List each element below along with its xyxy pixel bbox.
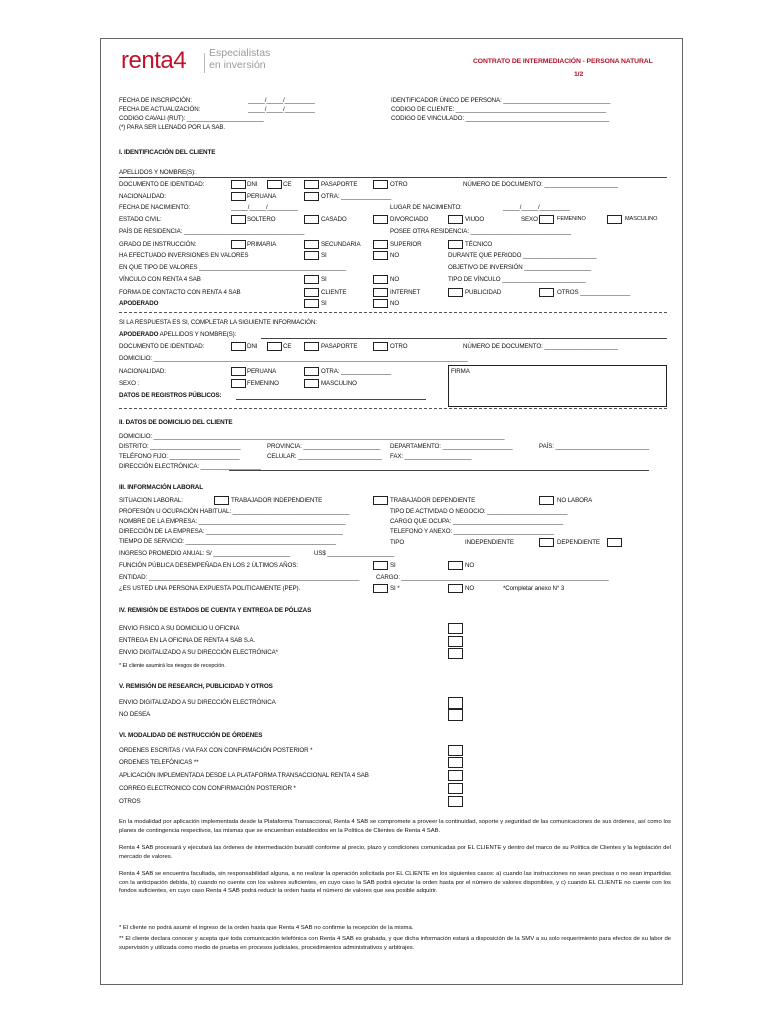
estado-civil-label: ESTADO CIVIL: xyxy=(119,216,162,223)
primaria-checkbox[interactable] xyxy=(231,240,246,249)
pep-no-label: NO xyxy=(465,585,475,592)
contacto-otros-checkbox[interactable] xyxy=(539,288,554,297)
departamento-field[interactable]: DEPARTAMENTO: _____________________ xyxy=(390,443,513,450)
secundaria-label: SECUNDARIA xyxy=(321,241,361,248)
apoderado-otro-checkbox[interactable] xyxy=(373,342,388,351)
identificador-field[interactable]: IDENTIFICADOR ÚNICO DE PERSONA: ________________________________ xyxy=(391,97,611,104)
riesgos-note: * El cliente asumirá los riesgos de recepción. xyxy=(119,663,226,669)
apoderado-apellidos-line[interactable] xyxy=(261,338,667,339)
ingreso-usd-field[interactable]: US$ ____________________ xyxy=(314,550,395,557)
soltero-checkbox[interactable] xyxy=(231,215,246,224)
correo-label: CORREO ELECTRONICO CON CONFIRMACIÓN POSTERIOR * xyxy=(119,785,296,792)
firma-box[interactable] xyxy=(448,365,667,407)
email-line-ext[interactable] xyxy=(229,470,649,471)
casado-checkbox[interactable] xyxy=(304,215,319,224)
fecha-actualizacion-field[interactable]: _____/_____/_________ xyxy=(248,106,315,113)
pep-no-checkbox[interactable] xyxy=(448,584,463,593)
tecnico-label: TÉCNICO xyxy=(465,241,493,248)
viudo-label: VIUDO xyxy=(465,216,485,223)
casado-label: CASADO xyxy=(321,216,347,223)
documento-label: DOCUMENTO DE IDENTIDAD: xyxy=(119,181,205,188)
apoderado-label: APODERADO xyxy=(119,300,159,307)
otros-ordenes-checkbox[interactable] xyxy=(448,796,463,807)
paragraph-procesara: Renta 4 SAB procesará y ejecutará las órdenes de intermediación bursátil conforme al precio, plazo y condiciones comunicadas por EL CLIENTE y dentro del marco de su Política de Clientes y la legislación del mercado de valores. xyxy=(119,845,671,860)
masculino-label: MASCULINO xyxy=(625,216,658,222)
logo-tagline-2: en inversión xyxy=(209,59,266,71)
section-3-title: III. INFORMACIÓN LABORAL xyxy=(119,484,204,491)
ce-label: CE xyxy=(283,181,292,188)
cargo-publico-field[interactable]: CARGO: ______________________________________________________________ xyxy=(376,574,609,581)
fax-field[interactable]: FAX: ____________________ xyxy=(390,453,472,460)
logo-divider xyxy=(204,53,205,73)
codigo-vinculado-field[interactable]: CODIGO DE VINCULADO: ___________________________________________ xyxy=(391,115,610,122)
research-digital-label: ENVIO DIGITALIZADO A SU DIRECCIÓN ELECTRÓNICA xyxy=(119,699,276,706)
apoderado-ce-label: CE xyxy=(283,343,292,350)
tipo-dependiente-checkbox[interactable] xyxy=(607,538,622,547)
dni-label: DNI xyxy=(247,181,258,188)
otro-doc-checkbox[interactable] xyxy=(373,180,388,189)
posee-otra-residencia-field[interactable]: POSEE OTRA RESIDENCIA: ______________________________ xyxy=(390,228,571,235)
section-6-title: VI. MODALIDAD DE INSTRUCCIÓN DE ÓRDENES xyxy=(119,732,263,739)
aplicacion-label: APLICACIÓN IMPLEMENTADA DESDE LA PLATAFORMA TRANSACCIONAL RENTA 4 SAB xyxy=(119,772,369,779)
apoderado-otro-label: OTRO xyxy=(390,343,408,350)
paragraph-facultada: Renta 4 SAB se encuentra facultada, sin responsabilidad alguna, a no realizar la operación solicitada por EL CLIENTE en los siguientes casos: a) cuando las instrucciones no sean precisas o no sean impartidas con la anticipación debida, b) cuando no cuente con los valores suficientes, en cuyo caso la SAB podrá ejecutar la orden hasta por el número de valores disponibles, y c) cuando EL CLIENTE no cuente con los fondos suficientes, en cuyo caso Renta 4 SAB podrá reducir la orden hasta el número de valores que sea posible adquirir. xyxy=(119,871,671,895)
datos-registros-line[interactable] xyxy=(236,399,426,400)
logo-tagline-1: Especialistas xyxy=(209,47,271,59)
apoderado-otra-checkbox[interactable] xyxy=(304,367,319,376)
independiente-checkbox[interactable] xyxy=(214,496,229,505)
direccion-electronica-field[interactable]: DIRECCIÓN ELECTRÓNICA: __________________ xyxy=(119,463,261,470)
apellidos-label: APELLIDOS Y NOMBRE(S): xyxy=(119,169,196,176)
divorciado-label: DIVORCIADO xyxy=(390,216,429,223)
ordenes-telefonicas-checkbox[interactable] xyxy=(448,757,463,768)
apoderado-nacionalidad-label: NACIONALIDAD: xyxy=(119,368,166,375)
tecnico-checkbox[interactable] xyxy=(448,240,463,249)
correo-checkbox[interactable] xyxy=(448,783,463,794)
funcion-publica-no-label: NO xyxy=(465,562,475,569)
funcion-publica-si-label: SI xyxy=(390,562,396,569)
durante-periodo-field[interactable]: DURANTE QUE PERIODO ______________________ xyxy=(448,252,597,259)
tipo-label: TIPO xyxy=(390,539,405,546)
vinculo-si-label: SI xyxy=(321,276,327,283)
apellidos-line[interactable] xyxy=(119,177,667,178)
ha-efectuado-label: HA EFECTUADO INVERSIONES EN VALORES xyxy=(119,252,249,259)
section-1-title: I. IDENTIFICACIÓN DEL CLIENTE xyxy=(119,149,216,156)
tipo-independiente-checkbox[interactable] xyxy=(539,538,554,547)
aplicacion-checkbox[interactable] xyxy=(448,770,463,781)
contacto-cliente-label: CLIENTE xyxy=(321,289,347,296)
inversiones-si-label: SI xyxy=(321,252,327,259)
paragraph-plataforma: En la modalidad por aplicación implementada desde la Plataforma Transaccional, Renta 4 SAB se compromete a proveer la continuidad, soporte y seguridad de las comunicaciones de sus órdenes, así como los planes de contingencia respectivos, las mismas que se encuentran establecidos en la Política de Clientes de Renta 4 SAB. xyxy=(119,819,671,834)
pep-si-checkbox[interactable] xyxy=(373,584,388,593)
page-number: 1/2 xyxy=(574,71,584,78)
tipo-actividad-field[interactable]: TIPO DE ACTIVIDAD O NEGOCIO: ________________________ xyxy=(390,508,568,515)
apoderado-pasaporte-label: PASAPORTE xyxy=(321,343,358,350)
pais-field[interactable]: PAÍS: ____________________________ xyxy=(539,443,650,450)
codigo-cliente-field[interactable]: CODIGO DE CLIENTE: _____________________________________________ xyxy=(391,106,607,113)
apoderado-sexo-label: SEXO : xyxy=(119,380,140,387)
forma-contacto-label: FORMA DE CONTACTO CON RENTA 4 SAB xyxy=(119,289,241,296)
apoderado-otra-field[interactable]: OTRA: _______________ xyxy=(321,368,392,375)
telefono-anexo-field[interactable]: TELEFONO Y ANEXO: ______________________________ xyxy=(390,528,554,535)
vinculo-label: VÍNCULO CON RENTA 4 SAB xyxy=(119,276,201,283)
nacionalidad-label: NACIONALIDAD: xyxy=(119,193,166,200)
inversiones-no-checkbox[interactable] xyxy=(373,251,388,260)
apoderado-no-label: NO xyxy=(390,300,400,307)
profesion-field[interactable]: PROFESIÓN U OCUPACIÓN HABITUAL: ___________________________________ xyxy=(119,508,350,515)
ordenes-telefonicas-label: ORDENES TELEFÓNICAS ** xyxy=(119,759,199,766)
no-desea-checkbox[interactable] xyxy=(448,709,463,721)
vinculo-no-label: NO xyxy=(390,276,400,283)
apoderado-numero-field[interactable]: NÚMERO DE DOCUMENTO: ______________________ xyxy=(463,343,618,350)
envio-fisico-checkbox[interactable] xyxy=(448,623,463,634)
completar-anexo-note: *Completar anexo N° 3 xyxy=(503,585,565,592)
contacto-cliente-checkbox[interactable] xyxy=(304,288,319,297)
apoderado-peruana-label: PERUANA xyxy=(247,368,277,375)
masculino-checkbox[interactable] xyxy=(607,215,622,224)
apoderado-ce-checkbox[interactable] xyxy=(267,342,282,351)
renta4-logo: renta4 xyxy=(121,47,187,74)
sexo-label: SEXO xyxy=(521,216,538,223)
apoderado-bold: APODERADO xyxy=(119,331,159,338)
funcion-publica-no-checkbox[interactable] xyxy=(448,561,463,570)
tipo-dependiente-label: DEPENDIENTE xyxy=(557,539,600,546)
soltero-label: SOLTERO xyxy=(247,216,276,223)
apoderado-peruana-checkbox[interactable] xyxy=(231,367,246,376)
lugar-nacimiento-field[interactable]: _____/_____/_________ xyxy=(503,204,570,211)
apoderado-domicilio-field[interactable]: DOMICILIO: ______________________________________________________________________________________________ xyxy=(119,355,468,362)
apoderado-no-checkbox[interactable] xyxy=(373,299,388,308)
secundaria-checkbox[interactable] xyxy=(304,240,319,249)
vinculo-no-checkbox[interactable] xyxy=(373,275,388,284)
fecha-nacimiento-label: FECHA DE NACIMIENTO: xyxy=(119,204,191,211)
research-digital-checkbox[interactable] xyxy=(448,697,463,709)
codigo-cavali-field[interactable]: CODIGO CAVALI (RUT): _______________________ xyxy=(119,115,264,122)
apoderado-dni-label: DNI xyxy=(247,343,258,350)
contacto-otros-field[interactable]: OTROS _______________ xyxy=(557,289,631,296)
dni-checkbox[interactable] xyxy=(231,180,246,189)
otra-nac-field[interactable]: OTRA: _______________ xyxy=(321,193,392,200)
contract-page xyxy=(100,38,683,985)
fecha-inscripcion-field[interactable]: _____/_____/_________ xyxy=(248,97,315,104)
distrito-field[interactable]: DISTRITO: ___________________________ xyxy=(119,443,241,450)
apoderado-si-label: SI xyxy=(321,300,327,307)
pep-si-label: SI * xyxy=(390,585,400,592)
apoderado-masculino-checkbox[interactable] xyxy=(304,379,319,388)
contacto-publicidad-label: PUBLICIDAD xyxy=(465,289,502,296)
independiente-label: TRABAJADOR INDEPENDIENTE xyxy=(231,497,323,504)
otros-ordenes-label: OTROS xyxy=(119,798,141,805)
peruana-label: PERUANA xyxy=(247,193,277,200)
otra-nac-checkbox[interactable] xyxy=(304,192,319,201)
cargo-ocupa-field[interactable]: CARGO QUE OCUPA: _________________________________ xyxy=(390,518,564,525)
no-labora-checkbox[interactable] xyxy=(539,496,554,505)
funcion-publica-si-checkbox[interactable] xyxy=(373,561,388,570)
no-labora-label: NO LABORA xyxy=(557,497,593,504)
section-5-title: V. REMISIÓN DE RESEARCH, PUBLICIDAD Y OTROS xyxy=(119,683,273,690)
apoderado-documento-label: DOCUMENTO DE IDENTIDAD: xyxy=(119,343,205,350)
ingreso-promedio-field[interactable]: INGRESO PROMEDIO ANUAL: S/ _______________________ xyxy=(119,550,291,557)
apoderado-apellidos-label xyxy=(119,331,236,338)
ce-checkbox[interactable] xyxy=(267,180,282,189)
nota-sab: (*) PARA SER LLENADO POR LA SAB. xyxy=(119,124,226,131)
tipo-vinculo-field[interactable]: TIPO DE VÍNCULO _________________________ xyxy=(448,276,586,283)
numero-documento-field[interactable]: NÚMERO DE DOCUMENTO: ______________________ xyxy=(463,181,618,188)
superior-checkbox[interactable] xyxy=(373,240,388,249)
apoderado-femenino-label: FEMENINO xyxy=(247,380,279,387)
vinculo-si-checkbox[interactable] xyxy=(304,275,319,284)
primaria-label: PRIMARIA xyxy=(247,241,277,248)
apoderado-dni-checkbox[interactable] xyxy=(231,342,246,351)
contacto-publicidad-checkbox[interactable] xyxy=(448,288,463,297)
apoderado-apellidos-text: APELLIDOS Y NOMBRE(S): xyxy=(158,331,237,338)
section-1-end xyxy=(119,408,667,409)
no-desea-label: NO DESEA xyxy=(119,711,151,718)
entrega-oficina-label: ENTREGA EN LA OFICINA DE RENTA 4 SAB S.A. xyxy=(119,637,256,644)
fecha-inscripcion-label: FECHA DE INSCRIPCIÓN: xyxy=(119,97,192,104)
si-respuesta-label: SI LA RESPUESTA ES SI, COMPLETAR LA SIGUIENTE INFORMACIÓN: xyxy=(119,319,317,326)
contacto-internet-label: INTERNET xyxy=(390,289,421,296)
footnote-1: * El cliente no podrá asumir el ingreso de la orden hasta que Renta 4 SAB no confirme la recepción de la misma. xyxy=(119,925,414,931)
ordenes-escritas-checkbox[interactable] xyxy=(448,745,463,756)
situacion-laboral-label: SITUACION LABORAL: xyxy=(119,497,183,504)
apoderado-masculino-label: MASCULINO xyxy=(321,380,357,387)
inversiones-no-label: NO xyxy=(390,252,400,259)
section-2-title: II. DATOS DE DOMICILIO DEL CLIENTE xyxy=(119,419,233,426)
dependiente-checkbox[interactable] xyxy=(373,496,388,505)
dependiente-label: TRABAJADOR DEPENDIENTE xyxy=(390,497,476,504)
document-title: CONTRATO DE INTERMEDIACIÓN - PERSONA NATURAL xyxy=(473,58,653,65)
envio-digital-checkbox[interactable] xyxy=(448,648,463,659)
inversiones-si-checkbox[interactable] xyxy=(304,251,319,260)
lugar-nacimiento-label: LUGAR DE NACIMIENTO: xyxy=(390,204,462,211)
divorciado-checkbox[interactable] xyxy=(373,215,388,224)
peruana-checkbox[interactable] xyxy=(231,192,246,201)
apoderado-femenino-checkbox[interactable] xyxy=(231,379,246,388)
apoderado-pasaporte-checkbox[interactable] xyxy=(304,342,319,351)
pep-label: ¿ES USTED UNA PERSONA EXPUESTA POLITICAMENTE (PEP). xyxy=(119,585,301,592)
contacto-internet-checkbox[interactable] xyxy=(373,288,388,297)
telefono-fijo-field[interactable]: TELÉFONO FIJO: _____________________ xyxy=(119,453,240,460)
tipo-independiente-label: INDEPENDIENTE xyxy=(465,539,514,546)
en-que-tipo-field[interactable]: EN QUE TIPO DE VALORES ____________________________________________ xyxy=(119,264,347,271)
envio-digital-label: ENVIO DIGITALIZADO A SU DIRECCIÓN ELECTRÓNICA* xyxy=(119,649,278,656)
tiempo-servicio-field[interactable]: TIEMPO DE SERVICIO: _____________________________________________ xyxy=(119,538,337,545)
nombre-empresa-field[interactable]: NOMBRE DE LA EMPRESA: ____________________________________________ xyxy=(119,518,346,525)
footnote-2: ** El cliente declara conocer y acepta que toda comunicación telefónica con Renta 4 SAB es grabada, y que dicha información estará a disposición de la SMV a su solo requerimiento para efectos de su labor de supervisión y utilizada como medio de prueba en procesos judiciales, procedimientos administrativos y arbitrajes. xyxy=(119,936,671,951)
pais-residencia-field[interactable]: PAÍS DE RESIDENCIA: ____________________________________ xyxy=(119,228,305,235)
firma-label: FIRMA xyxy=(451,368,470,375)
apoderado-separator xyxy=(119,312,667,313)
viudo-checkbox[interactable] xyxy=(448,215,463,224)
pasaporte-label: PASAPORTE xyxy=(321,181,358,188)
celular-field[interactable]: CELULAR: _________________________ xyxy=(267,453,382,460)
femenino-checkbox[interactable] xyxy=(539,215,554,224)
femenino-label: FEMENINO xyxy=(557,216,586,222)
datos-registros-label: DATOS DE REGISTROS PÚBLICOS: xyxy=(119,392,222,399)
grado-instruccion-label: GRADO DE INSTRUCCIÓN: xyxy=(119,241,197,248)
envio-fisico-label: ENVIO FISICO A SU DOMICILIO U OFICINA xyxy=(119,625,240,632)
apoderado-si-checkbox[interactable] xyxy=(304,299,319,308)
objetivo-inversion-field[interactable]: OBJETIVO DE INVERSIÓN ____________________ xyxy=(448,264,592,271)
entidad-field[interactable]: ENTIDAD: _______________________________________________________________ xyxy=(119,574,360,581)
provincia-field[interactable]: PROVINCIA: _______________________ xyxy=(267,443,381,450)
direccion-empresa-field[interactable]: DIRECCIÓN DE LA EMPRESA: _________________________________________ xyxy=(119,528,343,535)
domicilio-field[interactable]: DOMICILIO: _________________________________________________________________________________________________________ xyxy=(119,433,505,440)
pasaporte-checkbox[interactable] xyxy=(304,180,319,189)
fecha-nacimiento-field[interactable]: _____/_____/_________ xyxy=(231,204,298,211)
entrega-oficina-checkbox[interactable] xyxy=(448,636,463,647)
fecha-actualizacion-label: FECHA DE ACTUALIZACIÓN: xyxy=(119,106,201,113)
funcion-publica-label: FUNCIÓN PÚBLICA DESEMPEÑADA EN LOS 2 ÚLTIMOS AÑOS: xyxy=(119,562,298,569)
otro-doc-label: OTRO xyxy=(390,181,408,188)
superior-label: SUPERIOR xyxy=(390,241,422,248)
ordenes-escritas-label: ORDENES ESCRITAS / VIA FAX CON CONFIRMACIÓN POSTERIOR * xyxy=(119,747,313,754)
section-4-title: IV. REMISIÓN DE ESTADOS DE CUENTA Y ENTREGA DE PÓLIZAS xyxy=(119,607,312,614)
